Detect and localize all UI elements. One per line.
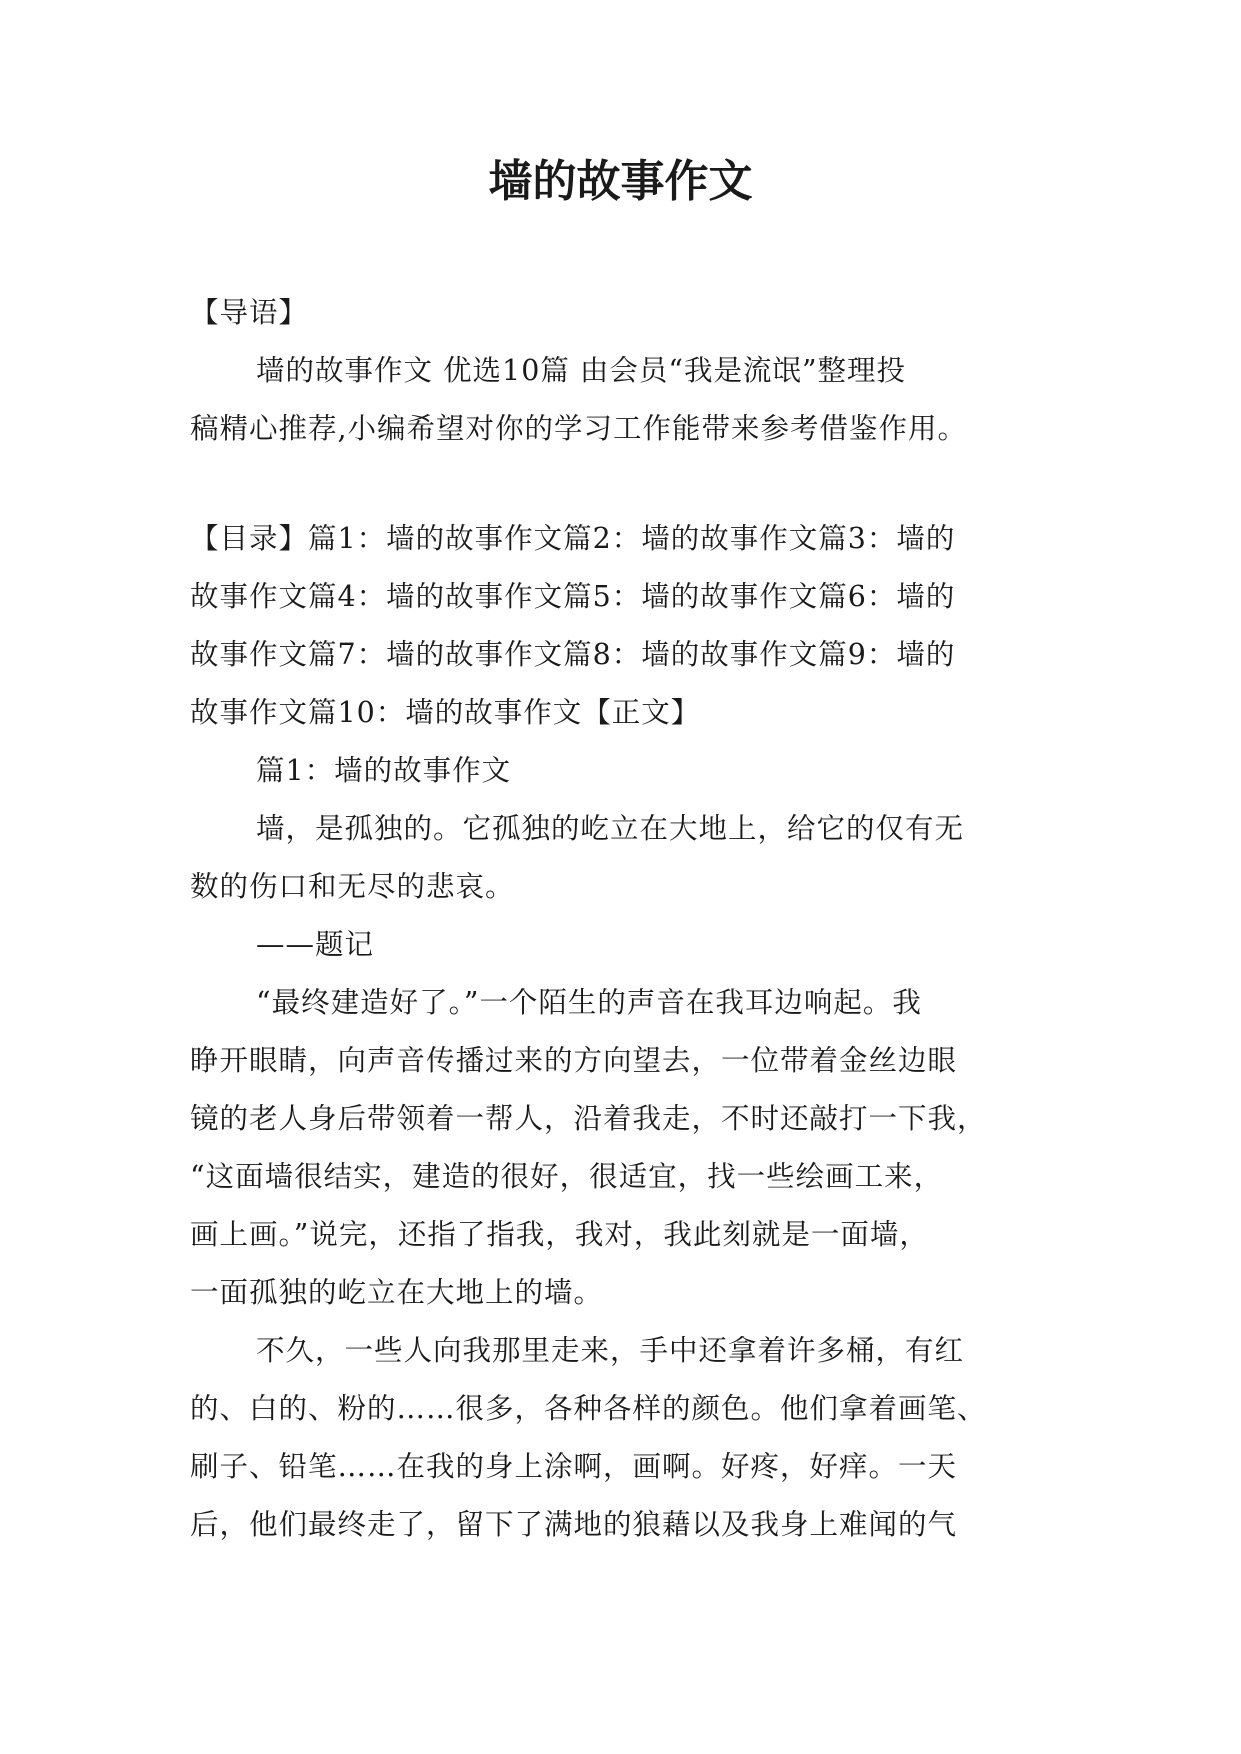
text-line: 稿精心推荐,小编希望对你的学习工作能带来参考借鉴作用。: [190, 412, 968, 445]
text-line: 一面孤独的屹立在大地上的墙。: [190, 1276, 604, 1309]
text-line: 故事作文篇10：墙的故事作文【正文】: [190, 696, 701, 729]
document-body: [190, 284, 1060, 1554]
text-line: 故事作文篇4：墙的故事作文篇5：墙的故事作文篇6：墙的: [190, 580, 956, 613]
text-line: 的、白的、粉的……很多，各种各样的颜色。他们拿着画笔、: [190, 1392, 987, 1425]
text-line: 墙，是孤独的。它孤独的屹立在大地上，给它的仅有无: [256, 812, 965, 845]
text-line: 后，他们最终走了，留下了满地的狼藉以及我身上难闻的气: [190, 1508, 958, 1541]
paragraph-gap: [190, 458, 1060, 510]
text-line: 数的伤口和无尽的悲哀。: [190, 870, 515, 903]
text-line: 睁开眼睛，向声音传播过来的方向望去，一位带着金丝边眼: [190, 1044, 958, 1077]
text-line: 故事作文篇7：墙的故事作文篇8：墙的故事作文篇9：墙的: [190, 638, 956, 671]
text-line: ——题记: [256, 928, 375, 961]
text-line: 墙的故事作文 优选10篇 由会员“我是流氓”整理投: [256, 354, 907, 387]
text-line: 画上画。”说完，还指了指我，我对，我此刻就是一面墙，: [190, 1218, 929, 1251]
text-line: 篇1：墙的故事作文: [256, 754, 512, 787]
page-title: 墙的故事作文: [488, 156, 753, 207]
text-line: 【导语】: [190, 296, 309, 329]
text-line: 刷子、铅笔……在我的身上涂啊，画啊。好疼，好痒。一天: [190, 1450, 958, 1483]
text-line: “最终建造好了。”一个陌生的声音在我耳边响起。我: [256, 986, 922, 1019]
text-line: 镜的老人身后带领着一帮人，沿着我走，不时还敲打一下我，: [190, 1102, 987, 1135]
text-line: “这面墙很结实，建造的很好，很适宜，找一些绘画工来，: [190, 1160, 944, 1193]
text-line: 【目录】篇1：墙的故事作文篇2：墙的故事作文篇3：墙的: [190, 522, 956, 555]
text-line: 不久，一些人向我那里走来，手中还拿着许多桶，有红: [256, 1334, 965, 1367]
